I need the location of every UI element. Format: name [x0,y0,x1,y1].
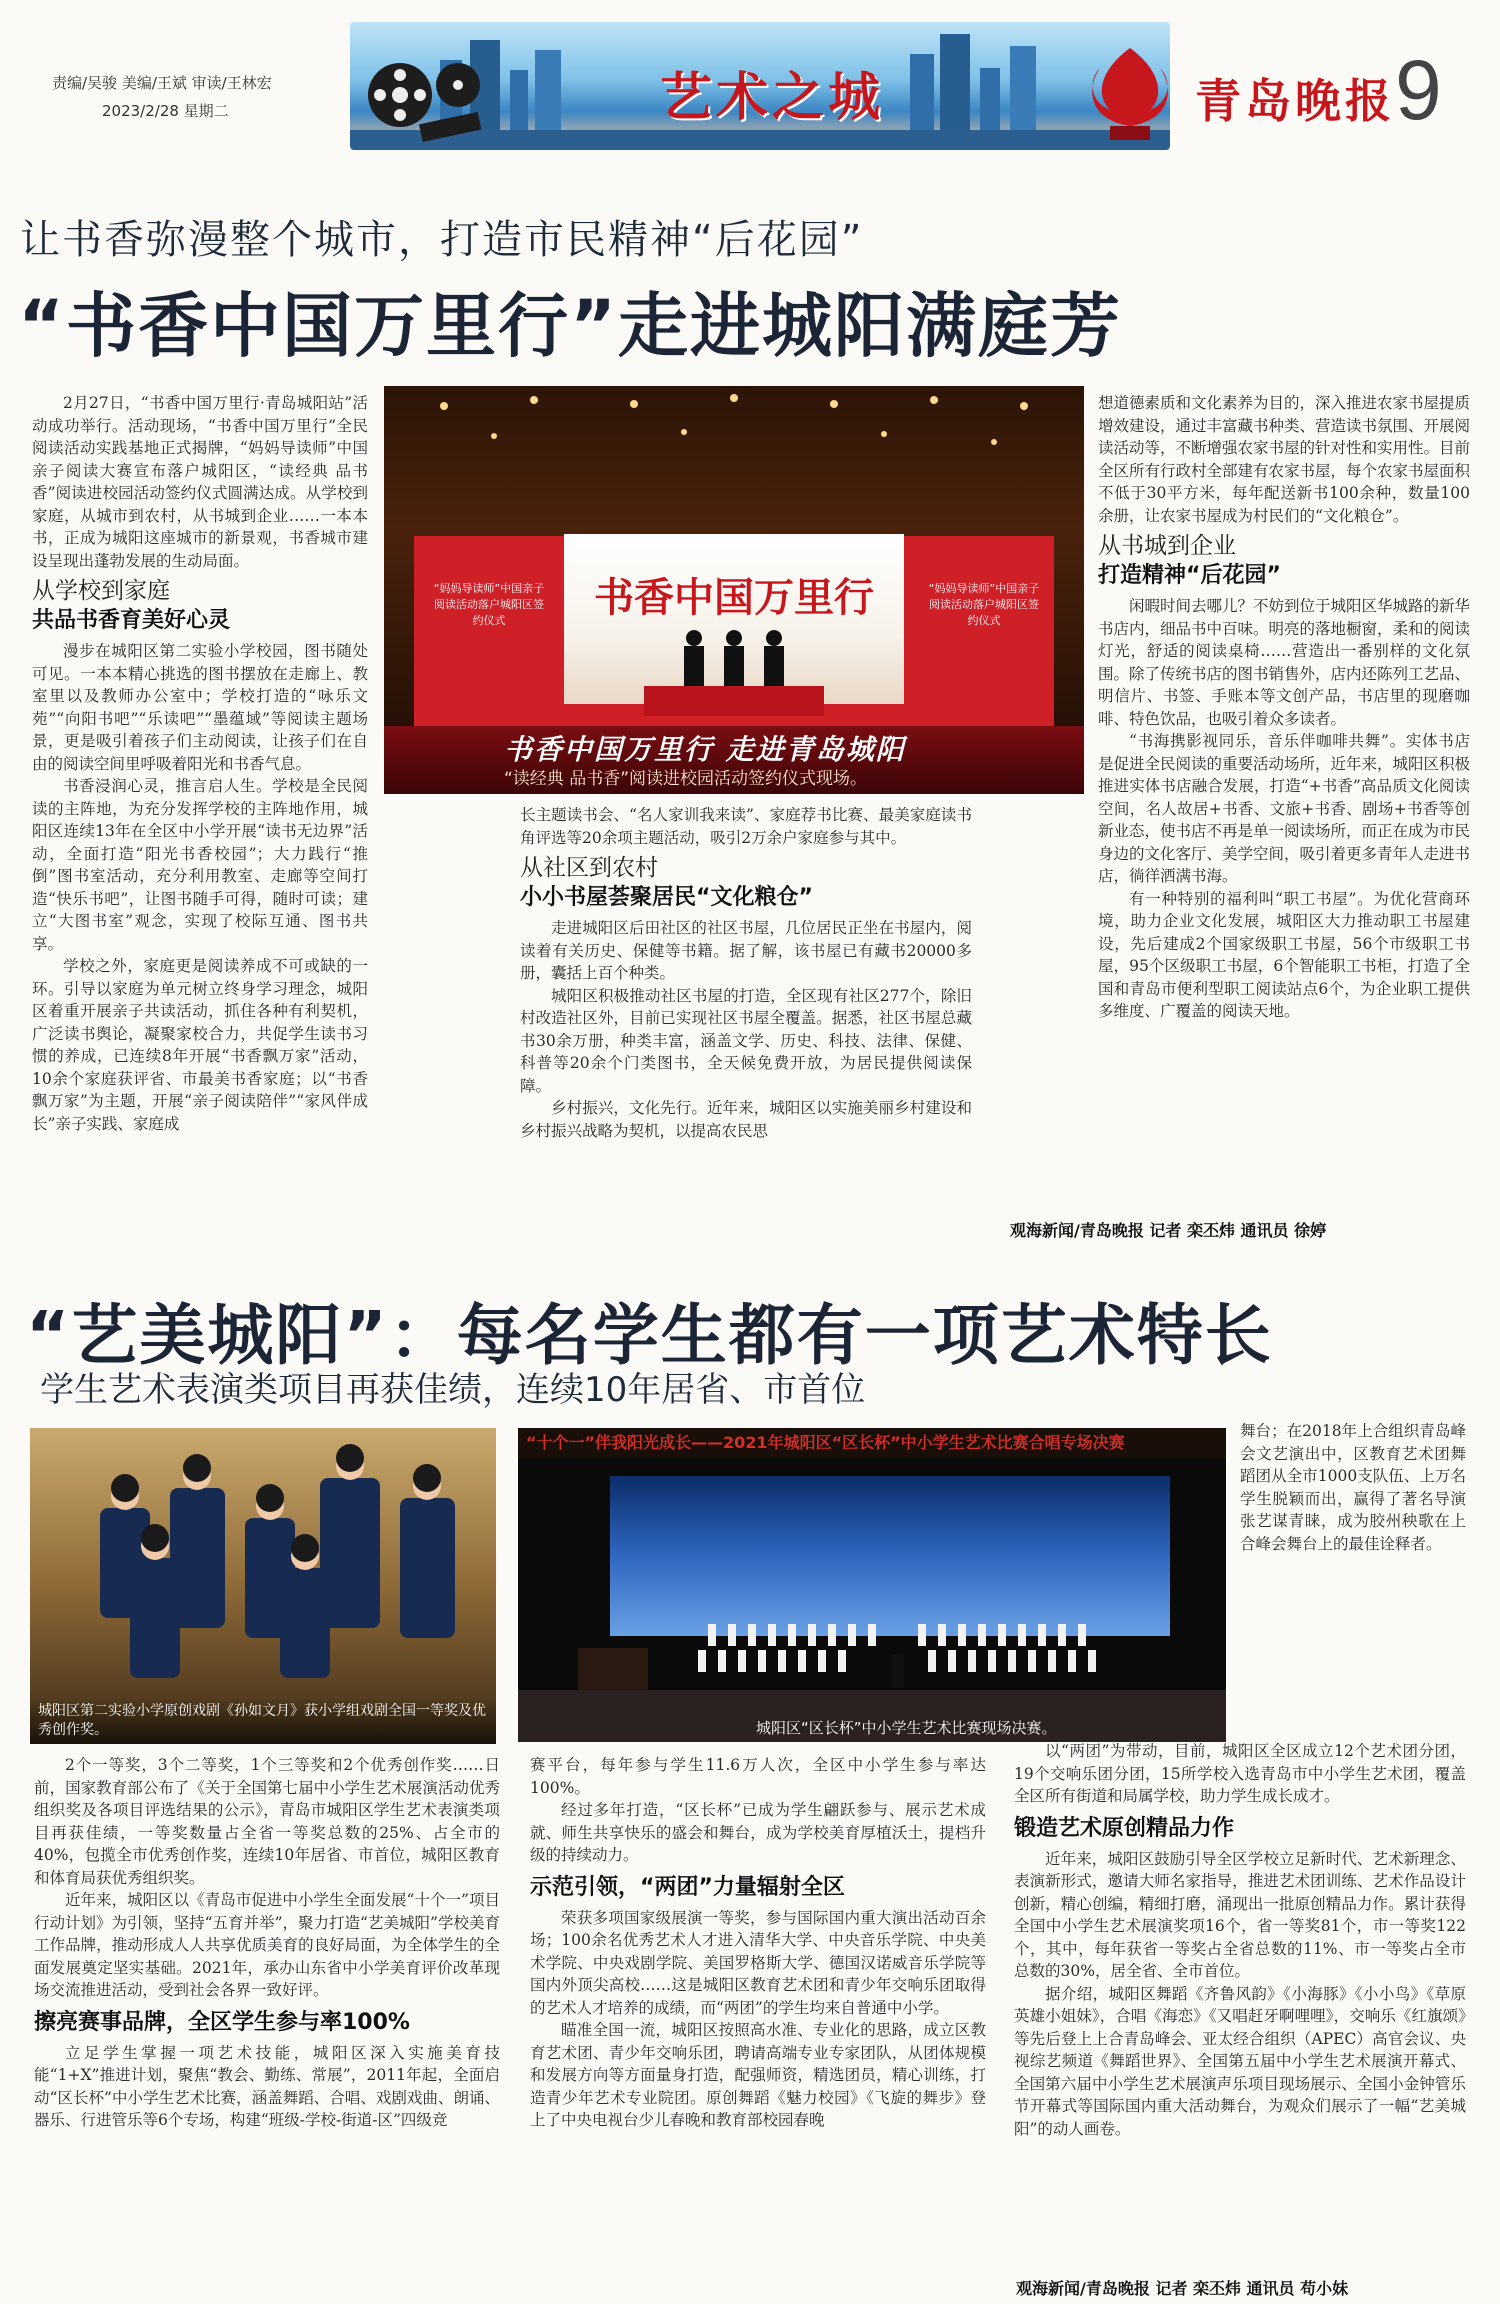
story1-kicker: 让书香弥漫整个城市，打造市民精神“后花园” [20,217,864,263]
paragraph: 近年来，城阳区以《青岛市促进中小学生全面发展“十个一”项目行动计划》为引领，坚持“五育并举”，聚力打造“艺美城阳”学校美育工作品牌，推动形成人人共享优质美育的良好局面，为全体学生的全面发展奠定坚实基础。2021年，承办山东省中小学美育评价改革现场交流推进活动，受到社会各界一致好评。 [34,1891,500,1999]
story1-section1-title: 从学校到家庭 [32,578,170,604]
story1-section3-subtitle: 打造精神“后花园” [1098,563,1281,588]
choir-banner: “十个一”伴我阳光成长——2021年城阳区“区长杯”中小学生艺术比赛合唱专场决赛 [518,1428,1226,1458]
right-panel-text: “妈妈导读师”中国亲子阅读活动落户城阳区签约仪式 [928,582,1040,627]
left-panel-text: “妈妈导读师”中国亲子阅读活动落户城阳区签约仪式 [433,582,545,627]
paragraph: 漫步在城阳区第二实验小学校园，图书随处可见。一本本精心挑选的图书摆放在走廊上、教室里以及教师办公室中；学校打造的“咏乐文苑”“向阳书吧”“乐读吧”“墨蕴域”等阅读主题场景，更是吸引着孩子们主动阅读，让孩子们在自由的阅读空间里呼吸着阳光和书香气息。 [32,642,368,773]
story2-column-3b [1014,1740,1466,2276]
story2-column-3a [1240,1420,1466,1732]
paragraph: 荣获多项国家级展演一等奖，参与国际国内重大演出活动百余场；100余名优秀艺术人才进入清华大学、中央音乐学院、中央美术学院、中央戏剧学院、美国罗格斯大学、德国汉诺威音乐学院等国内外顶尖高校……这是城阳区教育艺术团和青少年交响乐团取得的艺术人才培养的成绩，而“两团”的学生均来自普通中小学。 [530,1908,986,2017]
story1-intro: 2月27日，“书香中国万里行·青岛城阳站”活动成功举行。活动现场，“书香中国万里行”全民阅读活动实践基地正式揭牌，“妈妈导读师”中国亲子阅读大赛宣布落户城阳区，“读经典 品书香”阅读进校园活动签约仪式圆满达成。从学校到家庭，从城市到农村，从书城到企业……一本本书，正成为城阳这座城市的新景观，书香城市建设呈现出蓬勃发展的生动局面。 [32,394,368,570]
page-number: 9 [1395,43,1442,137]
story2-subhead: 学生艺术表演类项目再获佳绩，连续10年居省、市首位 [40,1370,866,1410]
story2-photo-choir [518,1428,1226,1742]
paragraph: 城阳区积极推动社区书屋的打造，全区现有社区277个，除旧村改造社区外，目前已实现社区书屋全覆盖。据悉，社区书屋总藏书30余万册，种类丰富，涵盖文学、历史、科技、法律、保健、科普等20余个门类图书，全天候免费开放，为居民提供阅读保障。 [520,986,972,1095]
paragraph: 瞄准全国一流，城阳区按照高水准、专业化的思路，成立区教育艺术团、青少年交响乐团，聘请高端专业专家团队，从团体规模和发展方向等方面量身打造，配强师资，精选团员，精心训练，打造青少年艺术专业院团。原创舞蹈《魅力校园》《飞旋的舞步》登上了中央电视台少儿春晚和教育部校园春晚 [530,2021,986,2129]
choir-singers [518,1428,1226,1742]
floor-title: 书香中国万里行 走进青岛城阳 [504,733,906,766]
ceiling-lights [384,386,1084,476]
paragraph: 立足学生掌握一项艺术技能，城阳区深入实施美育技能“1+X”推进计划，聚焦“教会、勤练、常展”，2011年起，全面启动“区长杯”中小学生艺术比赛，涵盖舞蹈、合唱、戏剧戏曲、朗诵、器乐、行进管乐等6个专场，构建“班级-学校-街道-区”四级竞 [34,2043,500,2129]
photo1-caption: 城阳区第二实验小学原创戏剧《孙如文月》获小学组戏剧全国一等奖及优秀创作奖。 [30,1698,496,1744]
paragraph: 赛平台，每年参与学生11.6万人次，全区中小学生参与率达100%。 [530,1756,986,1797]
story2-section1-title: 擦亮赛事品牌，全区学生参与率100% [34,2009,410,2035]
paragraph: “书海携影视同乐，音乐伴咖啡共舞”。实体书店是促进全民阅读的重要活动场所，近年来，城阳区积极推进实体书店融合发展，打造“+书香”高品质文化阅读空间，名人故居+书香、文旅+书香、剧场+书香等创新业态，使书店不再是单一阅读场所，而正在成为市民身边的文化客厅、美学空间，吸引着更多青年人走进书店，徜徉洒满书海。 [1098,732,1470,885]
paragraph: 学校之外，家庭更是阅读养成不可或缺的一环。引导以家庭为单元树立终身学习理念，城阳区着重开展亲子共读活动，抓住各种有利契机，广泛读书舆论，凝聚家校合力，共促学生读书习惯的养成，已连续8年开展“书香飘万家”活动，10余个家庭获评省、市最美书香家庭；以“书香飘万家”为主题，开展“亲子阅读陪伴”“家风伴成长”亲子实践、家庭成 [32,957,368,1133]
story1-section2-subtitle: 小小书屋荟聚居民“文化粮仓” [520,885,813,910]
paragraph: 近年来，城阳区鼓励引导全区学校立足新时代、艺术新理念、表演新形式，邀请大师名家指导，推进艺术团训练、艺术作品设计创新，精心创编，精细打磨，涌现出一批原创精品力作。累计获得全国中小学生艺术展演奖项16个，省一等奖81个，市一等奖122个，其中，每年获省一等奖占全省总数的11%、市一等奖占全市总数的30%，居全省、全市首位。 [1014,1849,1466,1980]
paragraph: 有一种特别的福利叫“职工书屋”。为优化营商环境，助力企业文化发展，城阳区大力推动职工书屋建设，先后建成2个国家级职工书屋，56个市级职工书屋，95个区级职工书屋，6个智能职工书柜，打造了全国和青岛市便利型职工阅读站点6个，为企业职工提供多维度、广覆盖的阅读天地。 [1098,889,1470,1020]
students-figures [30,1428,496,1744]
paragraph: 2个一等奖，3个二等奖，1个三等奖和2个优秀创作奖……日前，国家教育部公布了《关于全国第七届中小学生艺术展演活动优秀组织奖及各项目评选结果的公示》，青岛市城阳区学生艺术表演类项目再获佳绩，一等奖数量占全省一等奖总数的25%、占全市的40%，包揽全市优秀创作奖，连续10年居省、市首位，城阳区教育和体育局获优秀组织奖。 [34,1756,500,1887]
story1-section2-title: 从社区到农村 [520,855,658,881]
paragraph: 书香浸润心灵，推言启人生。学校是全民阅读的主阵地，为充分发挥学校的主阵地作用，城阳区连续13年在全区中小学开展“读书无边界”活动，全面打造“阳光书香校园”；大力践行“推倒”图书室活动，充分利用教室、走廊等空间打造“快乐书吧”，让图书随手可得，随时可读；建立“大图书室”观念，实现了校际互通、图书共享。 [32,777,368,953]
story1-section3-title: 从书城到企业 [1098,533,1236,559]
story2-section2-title: 示范引领，“两团”力量辐射全区 [530,1874,845,1900]
story1-headline: “书香中国万里行”走进城阳满庭芳 [18,285,1123,367]
story2-section3-title: 锻造艺术原创精品力作 [1014,1815,1235,1841]
story2-headline: “艺美城阳”：每名学生都有一项艺术特长 [26,1297,1273,1374]
story1-column-2 [520,804,972,1234]
film-reel-icon [360,40,490,145]
story1-byline: 观海新闻/青岛晚报 记者 栾丕炜 通讯员 徐婷 [1010,1221,1327,1240]
paragraph: 以“两团”为带动，目前，城阳区全区成立12个艺术团分团，19个交响乐团分团，15所学校入选青岛市中小学生艺术团，覆盖全区所有街道和局属学校，助力学生成长成才。 [1014,1742,1466,1805]
paragraph: 乡村振兴，文化先行。近年来，城阳区以实施美丽乡村建设和乡村振兴战略为契机，以提高农民思 [520,1099,972,1140]
masthead-editors: 责编/吴骏 美编/王斌 审读/王林宏 [52,74,272,92]
story1-section1-subtitle: 共品书香育美好心灵 [32,608,231,633]
story2-photo-students [30,1428,496,1744]
paragraph: 想道德素质和文化素养为目的，深入推进农家书屋提质增效建设，通过丰富藏书种类、营造读书氛围、开展阅读活动等，不断增强农家书屋的针对性和实用性。目前全区所有行政村全部建有农家书屋，每个农家书屋面积不低于30平方米，每年配送新书100余种，数量100余册，让农家书屋成为村民们的“文化粮仓”。 [1098,394,1470,525]
floor-caption: “读经典 品书香”阅读进校园活动签约仪式现场。 [504,769,868,789]
story1-column-3 [1098,392,1470,1227]
screen-banner-title: 书香中国万里行 [594,574,874,621]
paragraph: 长主题读书会、“名人家训我来读”、家庭荐书比赛、最美家庭读书角评选等20余项主题活动，吸引2万余户家庭参与其中。 [520,806,972,847]
paragraph: 闲暇时间去哪儿？不妨到位于城阳区华城路的新华书店内，细品书中百味。明亮的落地橱窗，柔和的阅读灯光，舒适的阅读桌椅……营造出一番别样的文化氛围。除了传统书店的图书销售外，店内还陈列工艺品、明信片、书签、手账本等文创产品，书店里的现磨咖啡、特色饮品，也吸引着众多读者。 [1098,597,1470,728]
paragraph: 据介绍，城阳区舞蹈《齐鲁风韵》《小海豚》《小小鸟》《草原英雄小姐妹》，合唱《海恋》《又唱赶牙啊哩哩》，交响乐《红旗颂》等先后登上上合青岛峰会、亚太经合组织（APEC）高官会议、央视综艺频道《舞蹈世界》、全国第五届中小学生艺术展演开幕式、全国第六届中小学生艺术展演声乐项目现场展示、全国小金钟管乐节开幕式等国际国内重大活动舞台，为观众们展示了一幅“艺美城阳”的动人画卷。 [1014,1984,1466,2138]
photo2-caption: 城阳区“区长杯”中小学生艺术比赛现场决赛。 [756,1719,1057,1737]
may-wind-sculpture-icon [1080,40,1180,150]
story2-byline: 观海新闻/青岛晚报 记者 栾丕炜 通讯员 苟小妹 [1016,2279,1349,2298]
masthead-date: 2023/2/28 星期二 [102,102,229,120]
newspaper-name: 青岛晚报 [1195,74,1395,128]
signing-table [644,686,824,716]
story1-photo [384,386,1084,794]
story2-column-2 [530,1754,986,2284]
section-title: 艺术之城 [660,67,885,128]
paragraph: 经过多年打造，“区长杯”已成为学生翩跃参与、展示艺术成就、师生共享快乐的盛会和舞台，成为学校美育厚植沃土，提档升级的持续动力。 [530,1801,986,1864]
paragraph: 走进城阳区后田社区的社区书屋，几位居民正坐在书屋内，阅读着有关历史、保健等书籍。据了解，该书屋已有藏书20000多册，囊括上百个种类。 [520,919,972,982]
story1-column-1 [32,392,368,1234]
paragraph: 舞台；在2018年上合组织青岛峰会文艺演出中，区教育艺术团舞蹈团从全市1000支队伍、上万名学生脱颖而出，赢得了著名导演张艺谋青睐，成为胶州秧歌在上合峰会舞台上的最佳诠释者。 [1240,1422,1466,1553]
story2-column-1 [34,1754,500,2284]
